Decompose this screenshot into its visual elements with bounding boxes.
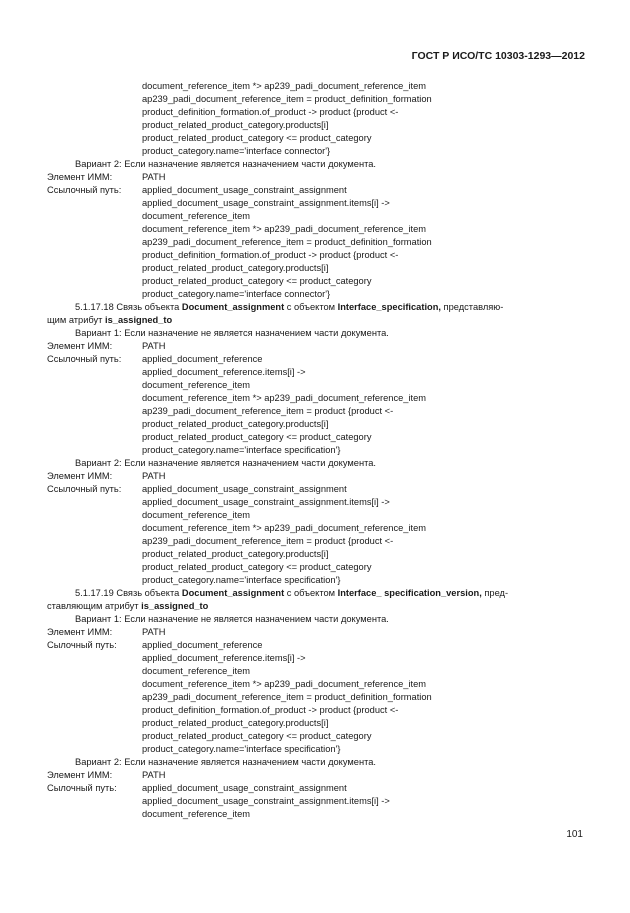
code-line: product_category.name='interface connector'} (142, 289, 331, 299)
path-label: Ссылочный путь: (47, 354, 122, 364)
code-line: applied_document_usage_constraint_assignment.items[i] -> (142, 796, 390, 806)
section-text: щим атрибут (47, 315, 106, 325)
page-number: 101 (566, 829, 583, 840)
element-row (47, 340, 587, 353)
code-line: product_related_product_category <= product_category (142, 562, 372, 572)
path-value: applied_document_reference (142, 640, 263, 650)
section-number: 5.1.17.19 Связь объекта (75, 588, 182, 598)
path-row (47, 782, 587, 795)
code-line: document_reference_item (142, 211, 251, 221)
code-line: ap239_padi_document_reference_item = product {product <- (142, 536, 394, 546)
code-line: product_related_product_category.products[i] (142, 419, 329, 429)
code-line: product_related_product_category.products[i] (142, 718, 329, 728)
document-body (47, 80, 587, 821)
code-line: document_reference_item *> ap239_padi_document_reference_item (142, 81, 426, 91)
entity-name: Interface_specification, (337, 302, 441, 312)
code-line: product_related_product_category <= product_category (142, 731, 372, 741)
code-line: product_definition_formation.of_product -> product {product <- (142, 250, 399, 260)
element-value: PATH (142, 341, 166, 351)
code-line: document_reference_item (142, 666, 251, 676)
section-heading-19 (47, 587, 587, 600)
code-line: ap239_padi_document_reference_item = product_definition_formation (142, 94, 432, 104)
path-label: Ссылочный путь: (47, 484, 122, 494)
code-line: product_definition_formation.of_product -> product {product <- (142, 705, 399, 715)
code-line: ap239_padi_document_reference_item = product_definition_formation (142, 692, 432, 702)
element-row (47, 626, 587, 639)
code-line: product_related_product_category <= product_category (142, 133, 372, 143)
path-label: Ссылочный путь: (47, 185, 122, 195)
code-line: product_category.name='interface specification'} (142, 445, 341, 455)
element-value: PATH (142, 172, 166, 182)
code-line: product_related_product_category.products[i] (142, 549, 329, 559)
path-row (47, 184, 587, 197)
attribute-name: is_assigned_to (141, 601, 209, 611)
section-text: ставляющим атрибут (47, 601, 142, 611)
code-line: applied_document_usage_constraint_assignment.items[i] -> (142, 198, 390, 208)
path-row (47, 353, 587, 366)
path-label: Сылочный путь: (47, 640, 117, 650)
path-value: applied_document_usage_constraint_assignment (142, 484, 347, 494)
section-text: с объектом (284, 302, 338, 312)
element-label: Элемент ИММ: (47, 770, 113, 780)
element-value: PATH (142, 471, 166, 481)
code-line: product_related_product_category.products[i] (142, 120, 329, 130)
path-value: applied_document_reference (142, 354, 263, 364)
code-line: document_reference_item *> ap239_padi_document_reference_item (142, 224, 426, 234)
path-row (47, 639, 587, 652)
section-text: пред- (481, 588, 509, 598)
code-line: product_related_product_category.products[i] (142, 263, 329, 273)
section-heading-19-cont (47, 600, 587, 613)
path-value: applied_document_usage_constraint_assignment (142, 783, 347, 793)
element-value: PATH (142, 627, 166, 637)
code-line: applied_document_reference.items[i] -> (142, 653, 306, 663)
code-line: ap239_padi_document_reference_item = product_definition_formation (142, 237, 432, 247)
code-line: applied_document_usage_constraint_assignment.items[i] -> (142, 497, 390, 507)
variant-line: Вариант 2: Если назначение является назначением части документа. (75, 159, 376, 169)
entity-name: Document_assignment (181, 588, 285, 598)
code-line: product_category.name='interface connector'} (142, 146, 331, 156)
code-line: product_related_product_category <= product_category (142, 276, 372, 286)
section-text: представляю- (440, 302, 504, 312)
variant-line: Вариант 2: Если назначение является назначением части документа. (75, 757, 376, 767)
path-label: Сылочный путь: (47, 783, 117, 793)
code-line: document_reference_item *> ap239_padi_document_reference_item (142, 523, 426, 533)
code-line: product_category.name='interface specification'} (142, 575, 341, 585)
code-line: document_reference_item *> ap239_padi_document_reference_item (142, 393, 426, 403)
section-text: с объектом (284, 588, 338, 598)
entity-name: Document_assignment (181, 302, 285, 312)
entity-name: Interface_ specification_version, (337, 588, 482, 598)
element-label: Элемент ИММ: (47, 341, 113, 351)
code-line: ap239_padi_document_reference_item = product {product <- (142, 406, 394, 416)
path-row (47, 483, 587, 496)
code-line: document_reference_item *> ap239_padi_document_reference_item (142, 679, 426, 689)
code-line: applied_document_reference.items[i] -> (142, 367, 306, 377)
code-line: document_reference_item (142, 510, 251, 520)
code-line: product_related_product_category <= product_category (142, 432, 372, 442)
code-line: document_reference_item (142, 809, 251, 819)
element-row (47, 171, 587, 184)
code-line: product_definition_formation.of_product -> product {product <- (142, 107, 399, 117)
variant-line: Вариант 1: Если назначение не является назначением части документа. (75, 328, 389, 338)
element-row (47, 470, 587, 483)
code-line: document_reference_item (142, 380, 251, 390)
element-row (47, 769, 587, 782)
variant-line: Вариант 2: Если назначение является назначением части документа. (75, 458, 376, 468)
path-value: applied_document_usage_constraint_assignment (142, 185, 347, 195)
element-label: Элемент ИММ: (47, 172, 113, 182)
section-heading-18 (47, 301, 587, 314)
section-number: 5.1.17.18 Связь объекта (75, 302, 182, 312)
page-header-title: ГОСТ Р ИСО/ТС 10303-1293—2012 (411, 50, 585, 62)
variant-line: Вариант 1: Если назначение не является назначением части документа. (75, 614, 389, 624)
element-value: PATH (142, 770, 166, 780)
code-line: product_category.name='interface specification'} (142, 744, 341, 754)
element-label: Элемент ИММ: (47, 627, 113, 637)
element-label: Элемент ИММ: (47, 471, 113, 481)
section-heading-18-cont (47, 314, 587, 327)
attribute-name: is_assigned_to (105, 315, 173, 325)
